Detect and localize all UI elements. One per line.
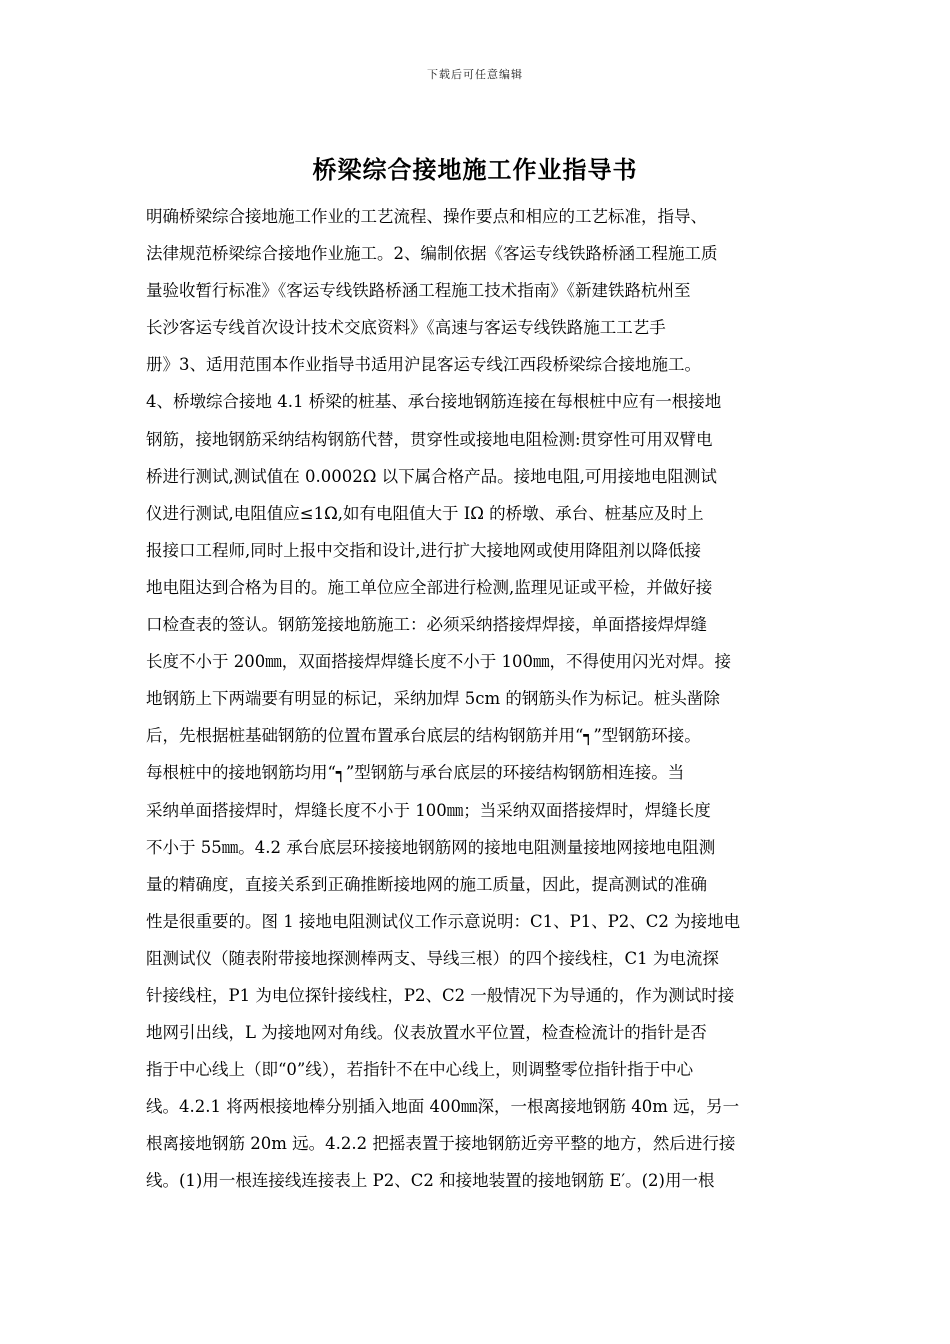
body-line: 根离接地钢筋 20m 远。4.2.2 把摇表置于接地钢筋近旁平整的地方，然后进行接 (146, 1134, 736, 1154)
document-title: 桥梁综合接地施工作业指导书 (312, 156, 638, 184)
body-line: 册》3、适用范围本作业指导书适用沪昆客运专线江西段桥梁综合接地施工。 (146, 355, 701, 375)
body-line: 长度不小于 200㎜，双面搭接焊焊缝长度不小于 100㎜，不得使用闪光对焊。接 (146, 652, 731, 672)
document-body (146, 198, 808, 1200)
body-line: 钢筋，接地钢筋采纳结构钢筋代替，贯穿性或接地电阻检测:贯穿性可用双臂电 (146, 429, 713, 449)
page-header-note: 下载后可任意编辑 (427, 68, 523, 81)
body-line: 地钢筋上下两端要有明显的标记，采纳加焊 5cm 的钢筋头作为标记。桩头凿除 (146, 689, 720, 709)
body-line: 针接线柱，P1 为电位探针接线柱，P2、C2 一般情况下为导通的，作为测试时接 (146, 985, 735, 1005)
body-line: 长沙客运专线首次设计技术交底资料》《高速与客运专线铁路施工工艺手 (146, 318, 666, 338)
body-line: 量的精确度，直接关系到正确推断接地网的施工质量，因此，提高测试的准确 (146, 874, 707, 894)
body-line: 仪进行测试,电阻值应≤1Ω,如有电阻值大于 IΩ 的桥墩、承台、桩基应及时上 (146, 503, 704, 523)
body-line: 线。4.2.1 将两根接地棒分别插入地面 400㎜深，一根离接地钢筋 40m 远，另一 (146, 1097, 740, 1117)
body-line: 线。(1)用一根连接线连接表上 P2、C2 和接地装置的接地钢筋 E′。(2)用一根 (146, 1171, 715, 1191)
body-line: 不小于 55㎜。4.2 承台底层环接接地钢筋网的接地电阻测量接地网接地电阻测 (146, 837, 716, 857)
body-line: 采纳单面搭接焊时，焊缝长度不小于 100㎜；当采纳双面搭接焊时，焊缝长度 (146, 800, 711, 820)
body-line: 桥进行测试,测试值在 0.0002Ω 以下属合格产品。接地电阻,可用接地电阻测试 (146, 466, 717, 486)
body-line: 后，先根据桩基础钢筋的位置布置承台底层的结构钢筋并用“┑”型钢筋环接。 (146, 726, 701, 746)
body-line: 地网引出线，L 为接地网对角线。仪表放置水平位置，检查检流计的指针是否 (146, 1023, 707, 1043)
body-line: 性是很重要的。图 1 接地电阻测试仪工作示意说明：C1、P1、P2、C2 为接地电 (146, 911, 741, 931)
body-line: 4、桥墩综合接地 4.1 桥梁的桩基、承台接地钢筋连接在每根桩中应有一根接地 (146, 392, 722, 412)
body-line: 报接口工程师,同时上报中交指和设计,进行扩大接地网或使用降阻剂以降低接 (146, 540, 701, 560)
body-line: 阻测试仪（随表附带接地探测棒两支、导线三根）的四个接线柱，C1 为电流探 (146, 948, 719, 968)
body-line: 地电阻达到合格为目的。施工单位应全部进行检测,监理见证或平检，并做好接 (146, 577, 713, 597)
body-line: 量验收暂行标准》《客运专线铁路桥涵工程施工技术指南》《新建铁路杭州至 (146, 281, 691, 301)
body-line: 法律规范桥梁综合接地作业施工。2、编制依据《客运专线铁路桥涵工程施工质 (146, 244, 718, 264)
body-line: 口检查表的签认。钢筋笼接地筋施工：必须采纳搭接焊焊接，单面搭接焊焊缝 (146, 615, 707, 635)
body-line: 每根桩中的接地钢筋均用“┑”型钢筋与承台底层的环接结构钢筋相连接。当 (146, 763, 685, 783)
body-line: 明确桥梁综合接地施工作业的工艺流程、操作要点和相应的工艺标准，指导、 (146, 207, 707, 226)
body-line: 指于中心线上（即“0”线），若指针不在中心线上，则调整零位指针指于中心 (146, 1060, 694, 1080)
